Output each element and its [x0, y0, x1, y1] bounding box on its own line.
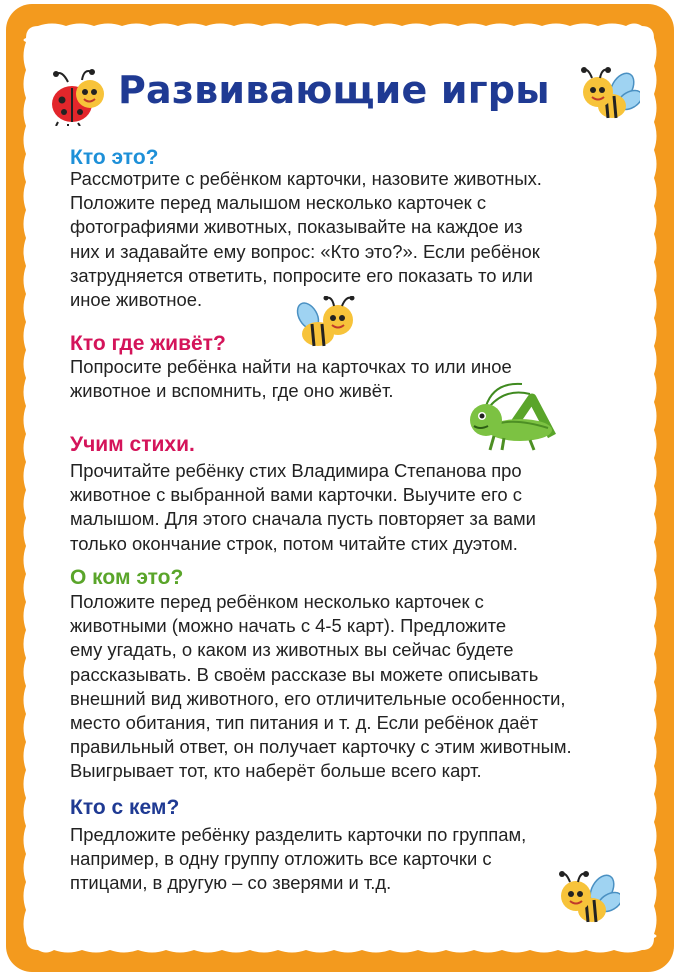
section-text-who-lives-where — [70, 355, 616, 403]
text-line: правильный ответ, он получает карточку с этим животным. — [70, 736, 572, 758]
section-heading-learn-poems: Учим стихи. — [70, 433, 195, 456]
section-text-who-is-it — [70, 167, 616, 312]
text-line: Выигрывает тот, кто наберёт больше всего карт. — [70, 760, 482, 782]
page-title: Развивающие игры — [118, 68, 550, 112]
text-line: животное и вспомнить, где оно живёт. — [70, 380, 394, 402]
text-line: них и задавайте ему вопрос: «Кто это?». Если ребёнок — [70, 240, 540, 262]
text-line: Прочитайте ребёнку стих Владимира Степанова про — [70, 460, 522, 481]
text-line: Положите перед малышом несколько карточек с — [70, 192, 487, 214]
text-line: животное с выбранной вами карточки. Выучите его с — [70, 484, 522, 506]
text-line: например, в одну группу отложить все карточки с — [70, 848, 492, 870]
text-line: фотографиями животных, показывайте на каждое из — [70, 216, 523, 238]
text-line: Рассмотрите с ребёнком карточки, назовите животных. — [70, 168, 542, 189]
text-line: животными (можно начать с 4-5 карт). Предложите — [70, 615, 507, 637]
text-line: место обитания, тип питания и т. д. Если ребёнок даёт — [70, 712, 539, 734]
section-heading-who-is-it: Кто это? — [70, 146, 159, 169]
text-line: затрудняется ответить, попросите его показать то или — [70, 264, 533, 286]
text-line: ему угадать, о каком из животных вы сейчас будете — [70, 639, 514, 661]
text-line: птицами, в другую – со зверями и т.д. — [70, 872, 392, 894]
ladybug-icon — [48, 68, 112, 126]
text-line: Попросите ребёнка найти на карточках то или иное — [70, 356, 512, 377]
section-text-who-with-whom — [70, 823, 616, 896]
text-line: малышом. Для этого сначала пусть повторяет за вами — [70, 508, 536, 530]
text-line: рассказывать. В своём рассказе вы можете описывать — [70, 663, 539, 685]
text-line: внешний вид животного, его отличительные особенности, — [70, 687, 566, 709]
section-heading-who-is-this-about: О ком это? — [70, 566, 184, 589]
text-line: Предложите ребёнку разделить карточки по группам, — [70, 824, 527, 845]
section-text-who-is-this-about — [70, 590, 616, 784]
section-text-learn-poems — [70, 459, 616, 556]
text-line: Положите перед ребёнком несколько карточек с — [70, 591, 484, 612]
section-heading-who-with-whom: Кто с кем? — [70, 796, 180, 819]
bee-icon — [578, 66, 640, 126]
text-line: иное животное. — [70, 289, 203, 311]
text-line: только окончание строк, потом читайте стих дуэтом. — [70, 532, 518, 554]
section-heading-who-lives-where: Кто где живёт? — [70, 332, 226, 355]
